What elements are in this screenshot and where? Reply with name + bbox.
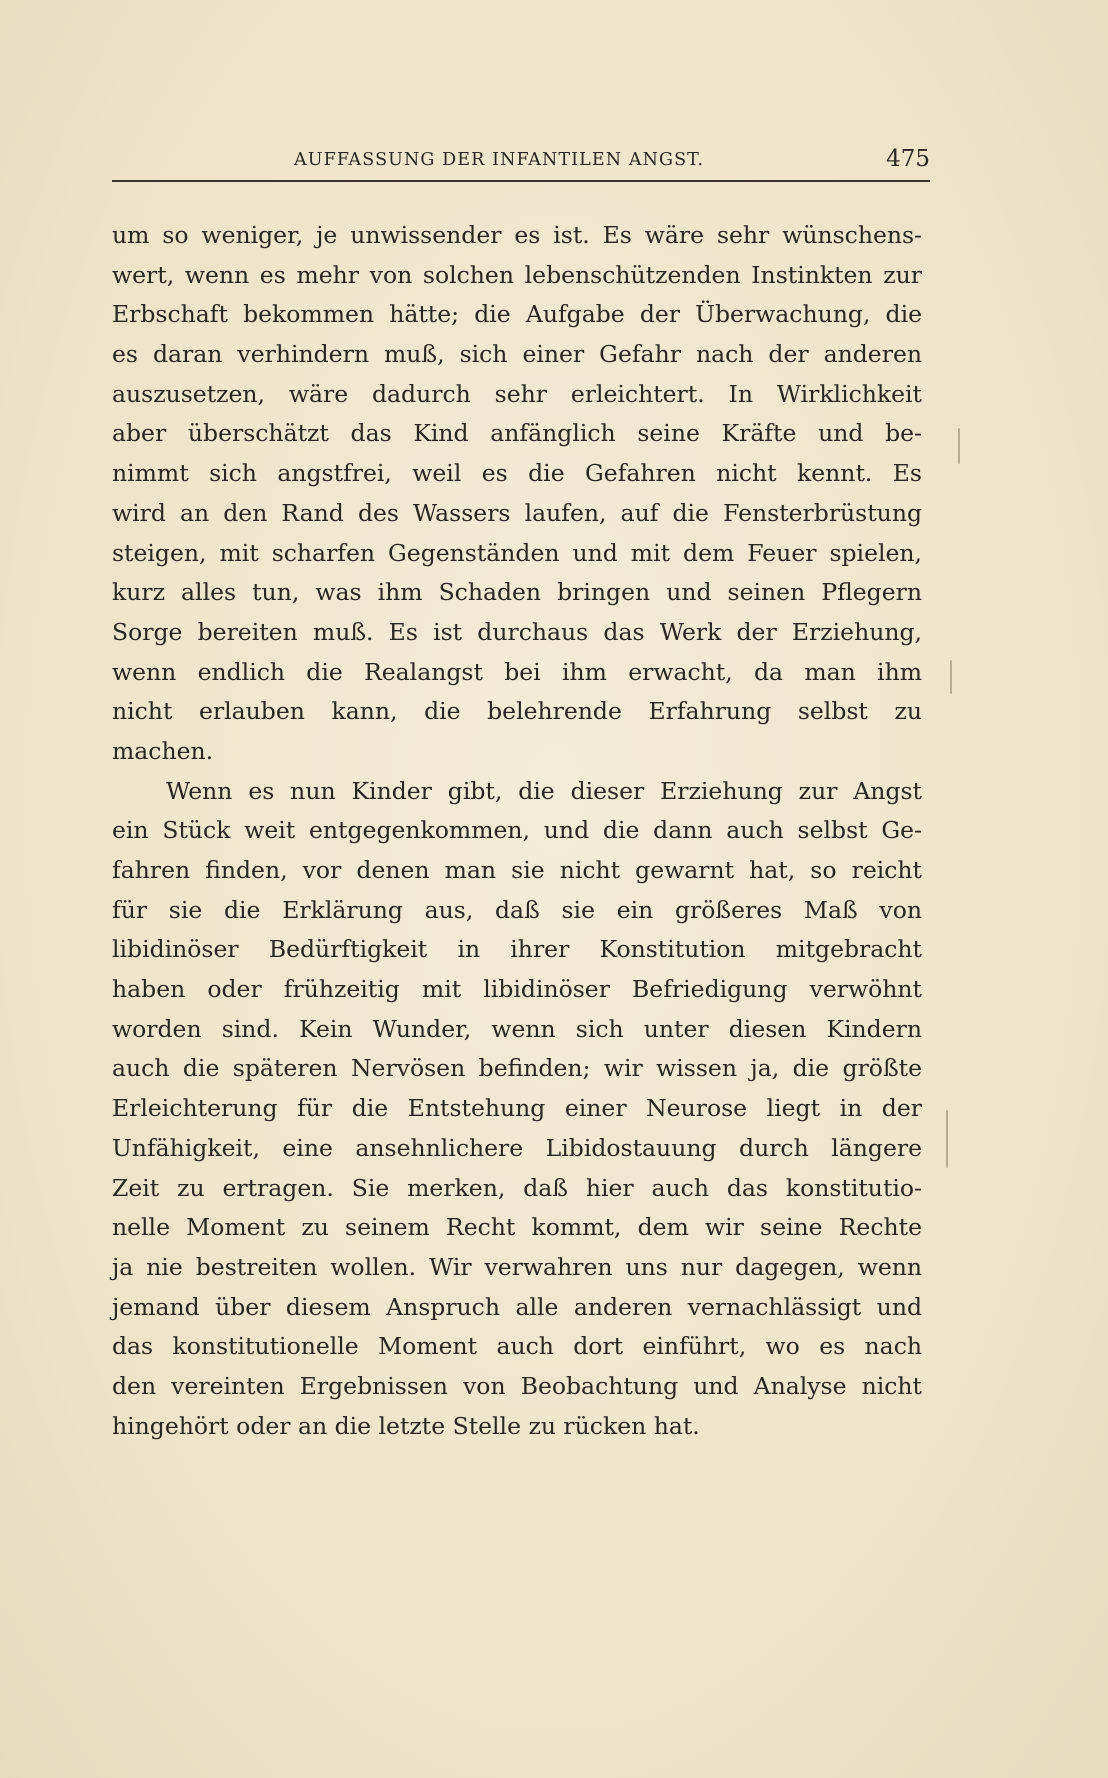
text-line: nicht erlauben kann, die belehrende Erfahrung selbst zu xyxy=(112,697,922,726)
paragraph-1 xyxy=(112,216,922,772)
text-line: wenn endlich die Realangst bei ihm erwacht, da man ihm xyxy=(112,657,922,686)
page-number: 475 xyxy=(886,146,930,172)
text-line: wird an den Rand des Wassers laufen, auf die Fensterbrüstung xyxy=(112,498,922,527)
running-header xyxy=(112,146,930,182)
margin-pencil-mark xyxy=(946,1110,948,1168)
text-line: Erbschaft bekommen hätte; die Aufgabe der Überwachung, die xyxy=(112,300,922,329)
text-line: nelle Moment zu seinem Recht kommt, dem wir seine Rechte xyxy=(112,1213,922,1242)
text-line: worden sind. Kein Wunder, wenn sich unter diesen Kindern xyxy=(112,1014,922,1043)
text-line: jemand über diesem Anspruch alle anderen vernachlässigt und xyxy=(112,1292,922,1321)
running-title: AUFFASSUNG DER INFANTILEN ANGST. xyxy=(294,150,705,170)
text-line: Wenn es nun Kinder gibt, die dieser Erziehung zur Angst xyxy=(166,776,922,805)
text-line: kurz alles tun, was ihm Schaden bringen und seinen Pflegern xyxy=(112,578,922,607)
text-line: Erleichterung für die Entstehung einer Neurose liegt in der xyxy=(112,1094,922,1123)
text-line: aber überschätzt das Kind anfänglich seine Kräfte und be- xyxy=(112,419,922,448)
text-line: den vereinten Ergebnissen von Beobachtung und Analyse nicht xyxy=(112,1371,922,1400)
text-line: es daran verhindern muß, sich einer Gefahr nach der anderen xyxy=(112,340,922,369)
text-line: um so weniger, je unwissender es ist. Es wäre sehr wünschens- xyxy=(112,221,922,249)
text-line: steigen, mit scharfen Gegenständen und mit dem Feuer spielen, xyxy=(112,538,922,567)
text-line: Unfähigkeit, eine ansehnlichere Libidostauung durch längere xyxy=(112,1133,922,1162)
text-line: machen. xyxy=(112,736,214,765)
text-line: das konstitutionelle Moment auch dort einführt, wo es nach xyxy=(112,1332,922,1361)
text-line: auszusetzen, wäre dadurch sehr erleichtert. In Wirklichkeit xyxy=(112,379,922,408)
text-line: für sie die Erklärung aus, daß sie ein größeres Maß von xyxy=(112,895,922,924)
text-line: nimmt sich angstfrei, weil es die Gefahren nicht kennt. Es xyxy=(112,459,922,488)
text-line: hingehört oder an die letzte Stelle zu rücken hat. xyxy=(112,1411,700,1440)
text-line: ja nie bestreiten wollen. Wir verwahren uns nur dagegen, wenn xyxy=(112,1252,922,1281)
body-text xyxy=(112,216,922,1446)
text-line: fahren finden, vor denen man sie nicht gewarnt hat, so reicht xyxy=(112,856,922,884)
margin-pencil-mark xyxy=(950,660,952,694)
text-line: libidinöser Bedürftigkeit in ihrer Konstitution mitgebracht xyxy=(112,935,922,964)
text-line: ein Stück weit entgegenkommen, und die dann auch selbst Ge- xyxy=(112,816,922,845)
text-line: Zeit zu ertragen. Sie merken, daß hier auch das konstitutio- xyxy=(112,1173,922,1202)
text-line: wert, wenn es mehr von solchen lebenschützenden Instinkten zur xyxy=(112,260,922,289)
text-line: auch die späteren Nervösen befinden; wir wissen ja, die größte xyxy=(112,1054,922,1083)
paragraph-2 xyxy=(112,772,922,1447)
text-line: Sorge bereiten muß. Es ist durchaus das Werk der Erziehung, xyxy=(112,617,922,646)
margin-pencil-mark xyxy=(958,428,960,464)
text-line: haben oder frühzeitig mit libidinöser Befriedigung verwöhnt xyxy=(112,975,922,1004)
